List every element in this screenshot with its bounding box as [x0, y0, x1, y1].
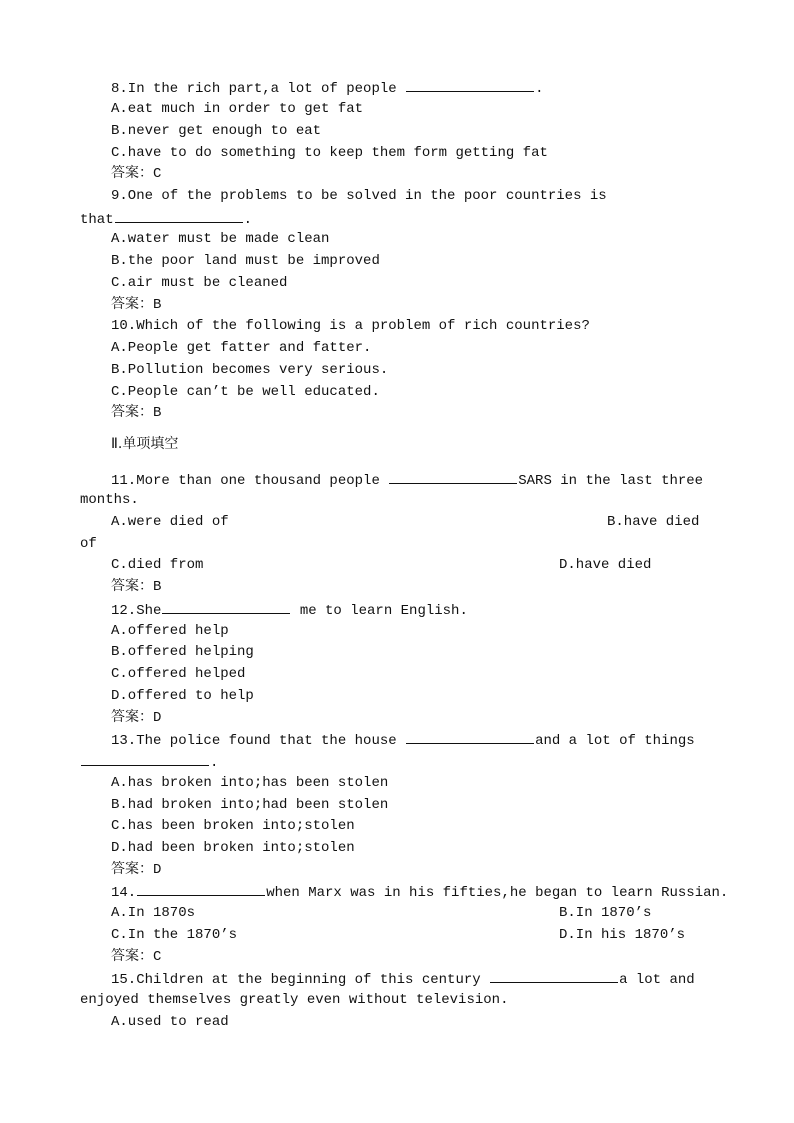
q10-stem: 10.Which of the following is a problem of rich countries? [111, 318, 590, 334]
q9-answer: 答案：B [111, 296, 162, 313]
q8-stem: 8.In the rich part,a lot of people . [111, 77, 543, 98]
q13-option-a: A.has broken into;has been stolen [111, 775, 389, 791]
q8-option-b: B.never get enough to eat [111, 123, 322, 139]
q11-stem-line2: months. [80, 492, 139, 508]
q10-option-c: C.People can’t be well educated. [111, 384, 380, 400]
answer-blank [406, 729, 534, 744]
q14-answer: 答案：C [111, 948, 162, 965]
q10-option-b: B.Pollution becomes very serious. [111, 362, 389, 378]
q13-answer: 答案：D [111, 861, 162, 878]
q9-option-b: B.the poor land must be improved [111, 253, 380, 269]
q12-stem: 12.She me to learn English. [111, 599, 468, 620]
q14-option-a: A.In 1870s [111, 905, 196, 921]
q8-answer: 答案：C [111, 165, 162, 182]
q14-option-c: C.In the 1870’s [111, 927, 238, 943]
q11-option-b-continued: of [80, 536, 97, 552]
q13-option-b: B.had broken into;had been stolen [111, 797, 389, 813]
answer-blank [406, 77, 534, 92]
q15-option-a: A.used to read [111, 1014, 229, 1030]
q13-stem: 13.The police found that the house and a lot of things [111, 729, 695, 750]
q11-stem: 11.More than one thousand people SARS in the last three [111, 469, 703, 490]
q8-option-c: C.have to do something to keep them form getting fat [111, 145, 548, 161]
q12-option-c: C.offered helped [111, 666, 246, 682]
q13-stem-line2: . [80, 751, 218, 772]
q12-option-a: A.offered help [111, 623, 229, 639]
answer-blank [81, 751, 209, 766]
q9-option-c: C.air must be cleaned [111, 275, 288, 291]
q11-answer: 答案：B [111, 578, 162, 595]
q11-option-a: A.were died of [111, 514, 229, 530]
q14-stem: 14. when Marx was in his fifties,he began to learn Russian. [111, 881, 728, 902]
q11-option-b: B.have died [607, 514, 700, 530]
q13-option-d: D.had been broken into;stolen [111, 840, 355, 856]
q8-option-a: A.eat much in order to get fat [111, 101, 364, 117]
q11-option-d: D.have died [559, 557, 652, 573]
q9-stem-line1: 9.One of the problems to be solved in the poor countries is [111, 188, 607, 204]
answer-blank [137, 881, 265, 896]
answer-blank [115, 208, 243, 223]
answer-blank [490, 968, 618, 983]
answer-blank [162, 599, 290, 614]
q11-option-c: C.died from [111, 557, 204, 573]
answer-blank [389, 469, 517, 484]
q15-stem: 15.Children at the beginning of this century a lot and [111, 968, 695, 989]
q9-option-a: A.water must be made clean [111, 231, 330, 247]
q9-stem-line2: that . [80, 208, 252, 229]
q10-answer: 答案：B [111, 404, 162, 421]
q14-option-b: B.In 1870’s [559, 905, 652, 921]
section-heading: Ⅱ.单项填空 [111, 436, 179, 452]
q10-option-a: A.People get fatter and fatter. [111, 340, 372, 356]
q13-option-c: C.has been broken into;stolen [111, 818, 355, 834]
q12-answer: 答案：D [111, 709, 162, 726]
q14-option-d: D.In his 1870’s [559, 927, 686, 943]
q15-stem-line2: enjoyed themselves greatly even without television. [80, 992, 509, 1008]
q12-option-b: B.offered helping [111, 644, 254, 660]
q12-option-d: D.offered to help [111, 688, 254, 704]
